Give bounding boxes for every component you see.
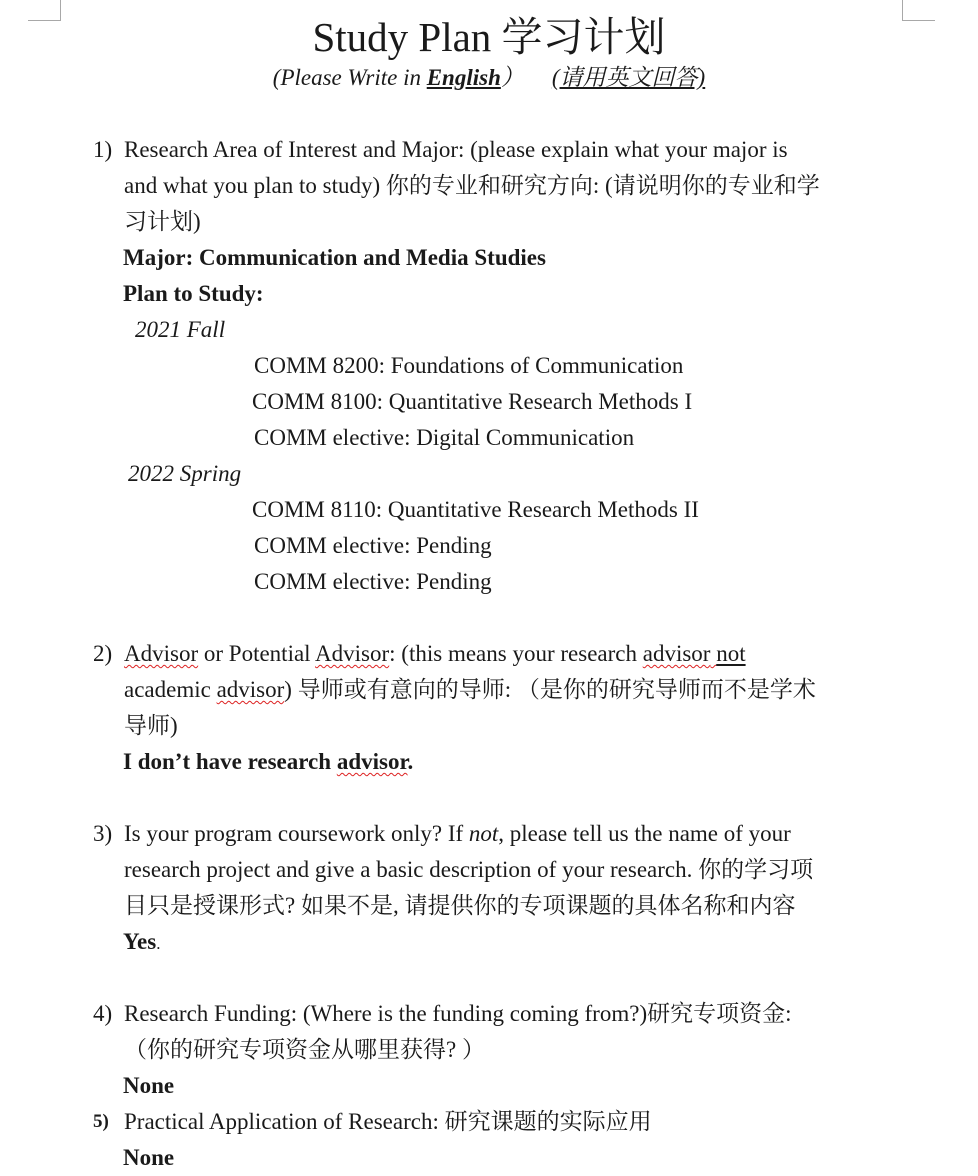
q5-number: 5) <box>93 1111 109 1132</box>
subtitle-prefix: (Please Write in <box>272 65 427 90</box>
course-item: COMM 8100: Quantitative Research Methods I <box>252 389 693 414</box>
subtitle-suffix: ） <box>500 65 524 90</box>
q2-text: ) 导师或有意向的导师: （是你的研究导师而不是学术 <box>284 677 816 702</box>
course-item: COMM elective: Pending <box>254 569 492 594</box>
q2-answer-text: I don’t have research <box>123 749 337 774</box>
page-title: Study Plan 学习计划 <box>312 14 666 60</box>
spellcheck-word: advisor <box>216 677 285 702</box>
q1-plan-label: Plan to Study: <box>123 281 264 306</box>
subtitle-chinese: (请用英文回答) <box>551 65 706 90</box>
q2-text: or Potential <box>198 641 316 666</box>
q2-number: 2) <box>93 641 113 666</box>
course-item: COMM 8110: Quantitative Research Methods II <box>252 497 699 522</box>
spellcheck-word: Advisor <box>315 641 390 666</box>
subtitle-english: English <box>426 65 501 90</box>
course-item: COMM elective: Pending <box>254 533 492 558</box>
q3-answer-text: Yes <box>123 929 157 954</box>
q3-text: , please tell us the name of your <box>498 821 791 846</box>
q5-line-1: Practical Application of Research: 研究课题的实际应用 <box>124 1109 652 1134</box>
term-fall-2021: 2021 Fall <box>135 317 226 342</box>
underlined-word: not <box>716 641 746 666</box>
q3-text: Is your program coursework only? If <box>124 821 469 846</box>
q4-answer: None <box>123 1073 175 1098</box>
q2-answer-dot: . <box>407 749 414 774</box>
q4-line-2: （你的研究专项资金从哪里获得? ） <box>124 1037 485 1062</box>
q1-line-2: and what you plan to study) 你的专业和研究方向: (请说明你的专业和学 <box>124 173 820 198</box>
q4-line-1: Research Funding: (Where is the funding coming from?)研究专项资金: <box>124 1001 792 1026</box>
q2-text: academic <box>124 677 217 702</box>
page-subtitle <box>0 62 978 94</box>
q2-line-3: 导师) <box>124 713 178 738</box>
q2-answer <box>123 744 413 780</box>
q1-line-3: 习计划) <box>124 209 201 234</box>
spellcheck-word: advisor <box>336 749 408 774</box>
spellcheck-word: Advisor <box>124 641 199 666</box>
q1-major: Major: Communication and Media Studies <box>123 245 546 270</box>
course-item: COMM 8200: Foundations of Communication <box>254 353 684 378</box>
q2-line-1 <box>124 636 746 672</box>
q1-number: 1) <box>93 137 113 162</box>
q3-answer <box>123 924 160 962</box>
q3-line-3: 目只是授课形式? 如果不是, 请提供你的专项课题的具体名称和内容 <box>124 893 796 918</box>
q3-line-1 <box>124 816 791 852</box>
q2-text: : (this means your research <box>389 641 643 666</box>
spellcheck-word: advisor <box>642 641 711 666</box>
term-spring-2022: 2022 Spring <box>128 461 242 486</box>
q2-line-2 <box>124 672 816 708</box>
q3-emphasis: not <box>468 821 499 846</box>
course-item: COMM elective: Digital Communication <box>254 425 635 450</box>
q3-answer-dot: . <box>156 934 161 953</box>
q3-line-2: research project and give a basic description of your research. 你的学习项 <box>124 857 814 882</box>
q3-number: 3) <box>93 821 113 846</box>
q5-answer: None <box>123 1145 175 1170</box>
q4-number: 4) <box>93 1001 113 1026</box>
q1-line-1: Research Area of Interest and Major: (please explain what your major is <box>124 137 788 162</box>
